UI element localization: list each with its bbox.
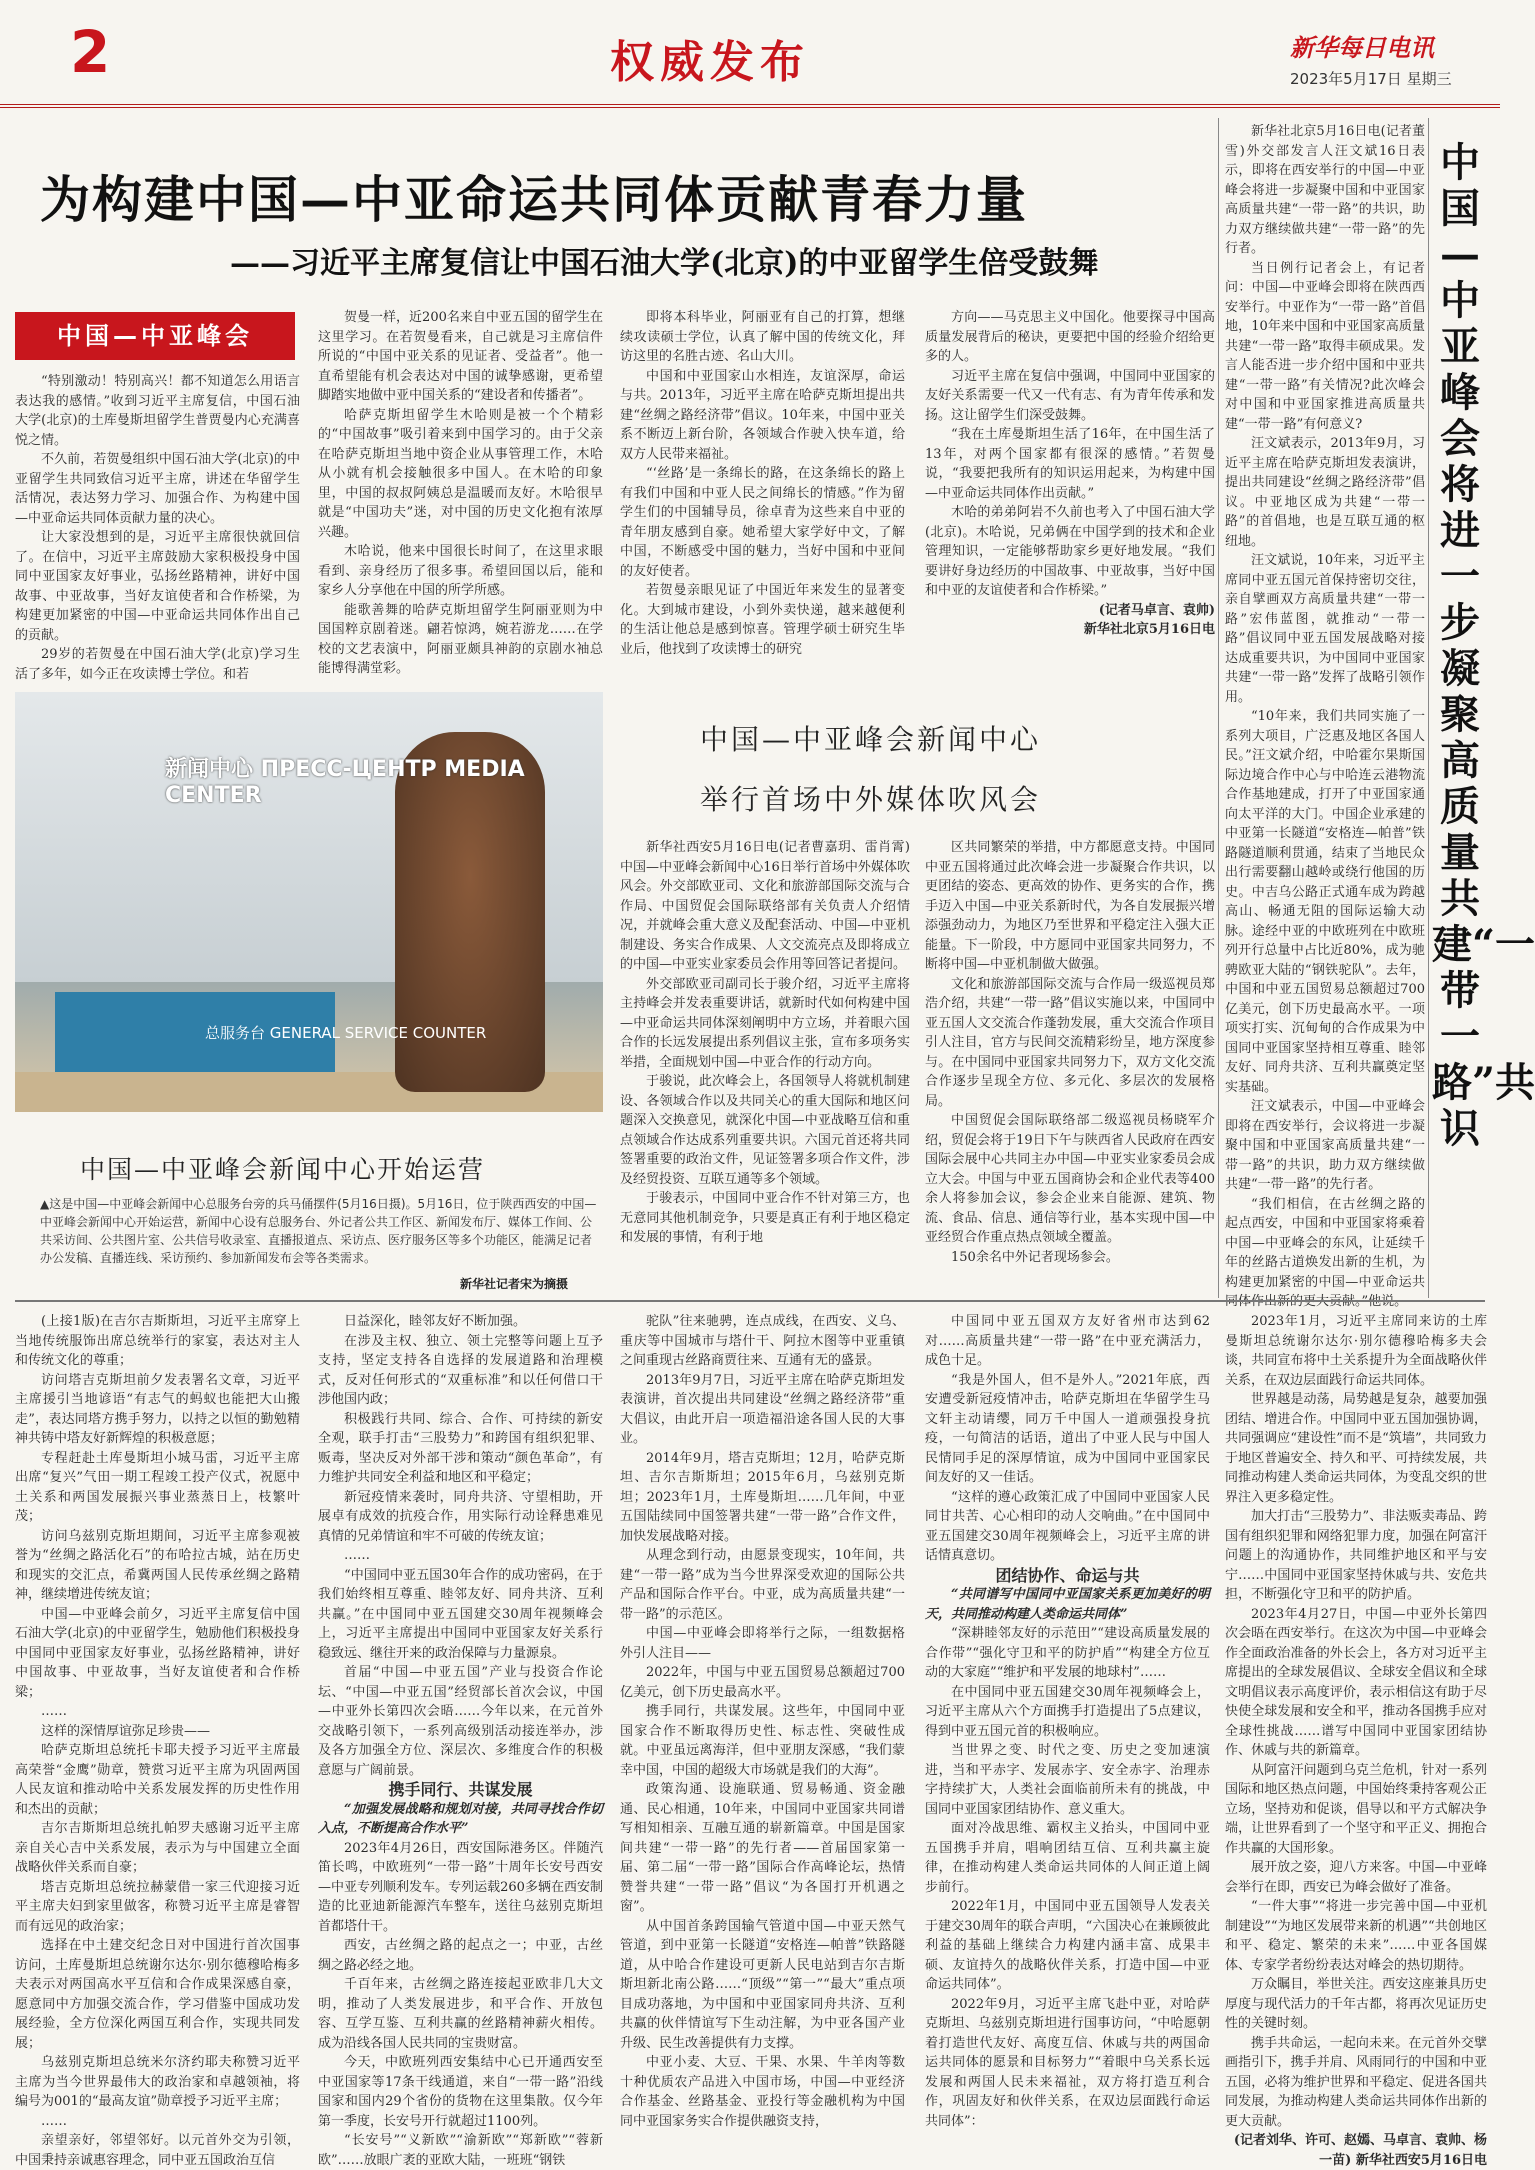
article-column-3 (620, 308, 905, 678)
paragraph: (上接1版)在吉尔吉斯斯坦，习近平主席穿上当地传统服饰出席总统举行的家宴，表达对主人和传统文化的尊重； (15, 1314, 300, 1368)
paragraph: …… (41, 2113, 67, 2129)
paragraph: 方向——马克思主义中国化。他要探寻中国高质量发展背后的秘诀，更要把中国的经验介绍给更多的人。 (925, 310, 1215, 364)
paragraph: 世界越是动荡，局势越是复杂，越要加强团结、增进合作。中国同中亚五国加强协调，共同强调应“建设性”而不是“筑墙”，共同致力于地区普遍安全、持久和平、可持续发展，共同推动构建人类命运共同体，为变乱交织的世界注入更多稳定性。 (1225, 1392, 1487, 1505)
paragraph: 西安，古丝绸之路的起点之一；中亚，古丝绸之路必经之地。 (318, 1938, 603, 1973)
paragraph: “我们相信，在古丝绸之路的起点西安，中国和中亚国家将乘着中国—中亚峰会的东风，让延续千年的丝路古道焕发出新的生机，为构建更加紧密的中国—中亚命运共 (1225, 1196, 1425, 1290)
paragraph: 哈萨克斯坦总统托卡耶夫授予习近平主席最高荣誉“金鹰”勋章，赞赏习近平主席为巩固两国人民友谊和推动哈中关系发展发挥的历史性作用和杰出的贡献； (15, 1743, 300, 1817)
continued-column-1 (15, 1312, 300, 2168)
paragraph: “我是外国人，但不是外人。”2021年底，西安遭受新冠疫情冲击，哈萨克斯坦在华留学生马文轩主动请缨，同万千中国人一道顽强投身抗疫，一句简洁的话语，道出了中亚人民与中国人民情同手足的深厚情谊，成为中国同中亚国家民间友好的又一佳话。 (925, 1372, 1210, 1485)
paragraph: “长安号”“义新欧”“渝新欧”“郑新欧”“蓉新欧”……放眼广袤的亚欧大陆，一班班“钢铁 (318, 2133, 603, 2168)
briefing-column-2 (925, 838, 1215, 1288)
continued-column-2 (318, 1312, 603, 2168)
paragraph: 今天，中欧班列西安集结中心已开通西安至中亚国家等17条干线通道，来自“一带一路”沿线国家和国内29个省份的货物在这里集散。仅今年第一季度，长安号开行就超过1100列。 (318, 2055, 603, 2129)
paragraph: “‘丝路’是一条绵长的路，在这条绵长的路上有我们中国和中亚人民之间绵长的情感。”作为留学生们的中国辅导员，徐卓青为这些来自中亚的青年朋友感到自豪。她希望大家学好中文，了解中国，不断感受中国的魅力，当好中国和中亚间的友好使者。 (620, 466, 905, 579)
paragraph: 能歌善舞的哈萨克斯坦留学生阿丽亚则为中国国粹京剧着迷。翩若惊鸿，婉若游龙……在学校的文艺表演中，阿丽亚颇具神韵的京剧水袖总能博得满堂彩。 (318, 602, 603, 676)
paragraph: 从中国首条跨国输气管道中国—中亚天然气管道，到中亚第一长隧道“安格连—帕普”铁路隧道，从中哈合作建设可更新人民电站到吉尔吉斯斯坦新北南公路……“顶级”“第一”“最大”重点项目成功落地，为中国和中亚国家同舟共济、互利共赢的伙伴情谊写下生动注解，为中亚各国产业升级、民生改善提供有力支撑。 (620, 1918, 905, 2051)
paragraph: 2023年1月，习近平主席同来访的土库曼斯坦总统谢尔达尔·别尔德穆哈梅多夫会谈，共同宣布将中土关系提升为全面战略伙伴关系，在双边层面践行命运共同体。 (1225, 1314, 1487, 1388)
paragraph: 加大打击“三股势力”、非法贩卖毒品、跨国有组织犯罪和网络犯罪力度，加强在阿富汗问题上的沟通协作，共同维护地区和平与安宁……中国同中亚国家坚持休戚与共、安危共担，不断强化守卫和平的防护盾。 (1225, 1509, 1487, 1602)
paragraph: 于骏说，此次峰会上，各国领导人将就机制建设、各领域合作以及共同关心的重大国际和地区问题深入交换意见，就深化中国—中亚战略互信和重点领域合作达成系列重要共识。六国元首还将共同签署重要的政治文件，见证签署多项合作文件，涉及经贸投资、互联互通等多个领域。 (620, 1074, 910, 1187)
paragraph: 中亚小麦、大豆、干果、水果、牛羊肉等数十种优质农产品进入中国市场，中国—中亚经济合作基金、丝路基金、亚投行等金融机构为中国同中亚国家务实合作提供融资支持， (620, 2055, 905, 2129)
paragraph: “加强发展战略和规划对接，共同寻找合作切入点，不断提高合作水平” (318, 1801, 603, 1836)
paragraph: (记者刘华、许可、赵嫣、马卓言、袁帅、杨一苗) 新华社西安5月16日电 (1233, 2133, 1487, 2168)
paragraph: 日益深化，睦邻友好不断加强。 (344, 1314, 527, 1329)
paragraph: …… (41, 1704, 67, 1719)
paragraph: 访问乌兹别克斯坦期间，习近平主席参观被誉为“丝绸之路活化石”的布哈拉古城，站在历史和现实的交汇点，希冀两国人民传承丝绸之路精神，继续增进传统友谊； (15, 1528, 300, 1602)
paragraph: 2023年4月26日，西安国际港务区。伴随汽笛长鸣，中欧班列“一带一路”十周年长安号西安—中亚专列顺利发车。专列运载260多辆在西安制造的比亚迪新能源汽车整车，送往乌兹别克斯坦首都塔什干。 (318, 1840, 603, 1934)
paragraph: 首届“中国—中亚五国”产业与投资合作论坛、“中国—中亚五国”经贸部长首次会议，中国—中亚外长第四次会晤……今年以来，在元首外交战略引领下，一系列高级别活动接连举办，涉及各方加强全方位、深层次、多维度合作的积极意愿与广阔前景。 (318, 1665, 603, 1778)
paragraph: 中国—中亚峰会前夕，习近平主席复信中国石油大学(北京)的中亚留学生，勉励他们积极投身中国同中亚国家友好事业，弘扬丝路精神，讲好中国故事、中亚故事，当好友谊使者和合作桥梁； (15, 1606, 300, 1700)
briefing-title-line-2: 举行首场中外媒体吹风会 (700, 783, 1042, 816)
paragraph: 中国—中亚峰会即将举行之际，一组数据格外引人注目—— (620, 1626, 905, 1661)
paragraph: 让大家没想到的是，习近平主席很快就回信了。在信中，习近平主席鼓励大家积极投身中国同中亚国家友好事业，弘扬丝路精神，讲好中国故事、中亚故事，当好友谊使者和合作桥梁，为构建更加紧密的中国—中亚命运共同体作出自己的贡献。 (15, 530, 300, 643)
paragraph: 新华社西安5月16日电(记者曹嘉玥、雷肖霄)中国—中亚峰会新闻中心16日举行首场中外媒体吹风会。外交部欧亚司、文化和旅游部国际交流与合作局、中国贸促会国际联络部有关负责人介绍情况，并就峰会重大意义及配套活动、中国—中亚机制建设、务实合作成果、人文交流亮点及即将成立的中国—中亚实业家委员会作用等回答记者提问。 (620, 840, 910, 972)
paragraph: 哈萨克斯坦留学生木哈则是被一个个精彩的“中国故事”吸引着来到中国学习的。由于父亲在哈萨克斯坦当地中资企业从事管理工作，木哈从小就有机会接触很多中国人。在木哈的印象里，中国的叔叔阿姨总是温暖而友好。木哈很早就是“中国功夫”迷，对中国的历史文化抱有浓厚兴趣。 (318, 407, 603, 540)
article-column-1 (15, 372, 300, 682)
paragraph: 新华社北京5月16日电(记者董雪)外交部发言人汪文斌16日表示，即将在西安举行的中国—中亚峰会将进一步凝聚中国和中亚国家高质量共建“一带一路”的共识，助力双方继续做共建“一带一路”的先行者。 (1225, 124, 1425, 256)
photo-title: 中国—中亚峰会新闻中心开始运营 (80, 1155, 486, 1184)
paragraph: 29岁的若贺曼在中国石油大学(北京)学习生活了多年，如今正在攻读博士学位。和若 (15, 647, 300, 682)
paragraph: 面对冷战思维、霸权主义抬头，中国同中亚五国携手并肩，唱响团结互信、互利共赢主旋律，在推动构建人类命运共同体的人间正道上阔步前行。 (925, 1821, 1210, 1895)
paragraph: 当世界之变、时代之变、历史之变加速演进，当和平赤字、发展赤字、安全赤字、治理赤字持续扩大，人类社会面临前所未有的挑战，中国同中亚国家团结协作、意义重大。 (925, 1743, 1210, 1817)
paragraph: 万众瞩目，举世关注。西安这座兼具历史厚度与现代活力的千年古都，将再次见证历史性的关键时刻。 (1225, 1977, 1487, 2031)
paragraph: 这样的深情厚谊弥足珍贵—— (41, 1723, 211, 1739)
newspaper-logo: 新华每日电讯 (1290, 33, 1434, 62)
continued-column-4 (925, 1312, 1210, 2162)
briefing-column-1 (620, 838, 910, 1288)
paragraph: 团结协作、命运与共 (995, 1565, 1140, 1585)
article-column-4 (925, 308, 1215, 678)
page-number: 2 (70, 18, 111, 86)
photo-credit: 新华社记者宋为摘摄 (460, 1277, 569, 1291)
paragraph: “一件大事”“将进一步完善中国—中亚机制建设”“为地区发展带来新的机遇”“共创地区和平、稳定、繁荣的未来”……中亚各国媒体、专家学者纷纷表达对峰会的热切期待。 (1225, 1899, 1487, 1973)
paragraph: 亲望亲好，邻望邻好。以元首外交为引领，中国秉持亲诚惠容理念，同中亚五国政治互信 (15, 2133, 300, 2168)
paragraph: 中国和中亚国家山水相连，友谊深厚，命运与共。2013年，习近平主席在哈萨克斯坦提出共建“丝绸之路经济带”倡议。10年来，中国中亚关系不断迈上新台阶，各领域合作驶入快车道，给双方人民带来福祉。 (620, 368, 905, 462)
paragraph: 2014年9月，塔吉克斯坦；12月，哈萨克斯坦、吉尔吉斯斯坦；2015年6月，乌兹别克斯坦；2023年1月，土库曼斯坦……几年间，中亚五国陆续同中国签署共建“一带一路”合作文件，加快发展战略对接。 (620, 1450, 905, 1544)
paragraph: (记者马卓言、袁帅) (1098, 602, 1215, 618)
paragraph: 2023年4月27日，中国—中亚外长第四次会晤在西安举行。在这次为中国—中亚峰会作全面政治准备的外长会上，各方对习近平主席提出的全球发展倡议、全球安全倡议和全球文明倡议表示高度评价，表示相信这有助于尽快使全球发展和安全和平，推动各国携手应对全球性挑战……谱写中国同中亚国家团结协作、休戚与共的新篇章。 (1225, 1606, 1487, 1758)
paragraph: 汪文斌说，10年来，习近平主席同中亚五国元首保持密切交往，亲自擘画双方高质量共建“一带一路”宏伟蓝图，就推动“一带一路”倡议同中亚五国发展战略对接达成重要共识，为中国同中亚国家共建“一带一路”发挥了战略引领作用。 (1225, 553, 1425, 705)
paragraph: 2022年，中国与中亚五国贸易总额超过700亿美元，创下历史最高水平。 (620, 1665, 905, 1700)
paragraph: 2013年9月7日，习近平主席在哈萨克斯坦发表演讲，首次提出共同建设“丝绸之路经济带”重大倡议，由此开启一项造福沿途各国人民的大事业。 (620, 1372, 905, 1446)
paragraph: 即将本科毕业，阿丽亚有自己的打算，想继续攻读硕士学位，认真了解中国的传统文化，拜访这里的名胜古迹、名山大川。 (620, 310, 905, 364)
paragraph: 千百年来，古丝绸之路连接起亚欧非几大文明，推动了人类发展进步，和平合作、开放包容、互学互鉴、互利共赢的丝路精神薪火相传。成为沿线各国人民共同的宝贵财富。 (318, 1977, 603, 2051)
issue-date: 2023年5月17日 星期三 (1290, 70, 1452, 88)
sub-headline: ——习近平主席复信让中国石油大学(北京)的中亚留学生倍受鼓舞 (230, 246, 1099, 281)
paragraph: 区共同繁荣的举措，中方都愿意支持。中国同中亚五国将通过此次峰会进一步凝聚合作共识，以更团结的姿态、更高效的协作、更务实的合作，携手迈入中国—中亚关系新时代，为各自发展振兴增添强劲动力，为地区乃至世界和平稳定注入强大正能量。下一阶段，中方愿同中亚国家共同努力，不断将中国—中亚机制做大做强。 (925, 840, 1215, 972)
paragraph: 政策沟通、设施联通、贸易畅通、资金融通、民心相通，10年来，中国同中亚国家共同谱写相知相亲、互融互通的崭新篇章。中国是国家间共建“一带一路”的先行者——首届国家第一届、第二届“一带一路”国际合作高峰论坛，热情赞誉共建“一带一路”倡议“为各国打开机遇之窗”。 (620, 1782, 905, 1914)
briefing-title-line-1: 中国—中亚峰会新闻中心 (700, 723, 1042, 756)
paragraph: …… (344, 1548, 370, 1563)
paragraph: 习近平主席在复信中强调，中国同中亚国家的友好关系需要一代又一代有志、有为青年传承和发扬。这让留学生们深受鼓舞。 (925, 368, 1215, 423)
paragraph: “特别激动！特别高兴！都不知道怎么用语言表达我的感情。”收到习近平主席复信，中国石油大学(北京)的土库曼斯坦留学生普贾曼内心充满喜悦之情。 (15, 374, 300, 448)
paragraph: 若贺曼亲眼见证了中国近年来发生的显著变化。大到城市建设，小到外卖快递，越来越便利的生活让他总是感到惊喜。管理学硕士研究生毕业后，他找到了攻读博士的研究 (620, 583, 905, 657)
paragraph: 新冠疫情来袭时，同舟共济、守望相助，开展卓有成效的抗疫合作，用实际行动诠释患难见真情的兄弟情谊和牢不可破的传统友谊； (318, 1489, 603, 1544)
paragraph: 2022年1月，中国同中亚五国领导人发表关于建交30周年的联合声明，“六国决心在兼顾彼此利益的基础上继续合力构建内涵丰富、成果丰硕、友谊持久的战略伙伴关系，打造中国—中亚命运共同体”。 (925, 1899, 1210, 1992)
paragraph: 2022年9月，习近平主席飞赴中亚，对哈萨克斯坦、乌兹别克斯坦进行国事访问，“中哈愿朝着打造世代友好、高度互信、休戚与共的两国命运共同体的愿景和目标努力”“着眼中乌关系长远发展和两国人民未来福祉，双方将打造互利合作，巩固友好和伙伴关系，在双边层面践行命运共同体”： (925, 1996, 1210, 2129)
paragraph: “10年来，我们共同实施了一系列大项目，广泛惠及地区各国人民。”汪文斌介绍，中哈霍尔果斯国际边境合作中心与中哈连云港物流合作基地建成，打开了中亚国家通向太平洋的大门。中国企业承建的中亚第一长隧道“安格连—帕普”铁路隧道顺利贯通，结束了当地民众出行需要翻山越岭或绕行他国的历史。中吉乌公路正式通车成为跨越高山、畅通无阻的国际运输大动脉。途经中亚的中欧班列在中欧班列开行总量中占比近80%，成为驰骋欧亚大陆的“钢铁驼队”。去年，中国和中亚五国贸易总额超过700亿美元，创下历史最高水平。一项项实打实、沉甸甸的合作成果为中国同中亚国家坚持相互尊重、睦邻友好、同舟共济、互利共赢奠定坚实基础。 (1225, 709, 1425, 1095)
paragraph: 携手同行，共谋发展。这些年，中国同中亚国家合作不断取得历史性、标志性、突破性成就。中亚虽远离海洋，但中亚朋友深感，“我们蒙幸中国，中国的超级大市场就是我们的大海”。 (620, 1704, 905, 1778)
section-title: 权威发布 (610, 37, 810, 88)
paragraph: 贺曼一样，近200名来自中亚五国的留学生在这里学习。在若贺曼看来，自己就是习主席信件所说的“中国中亚关系的见证者、受益者”。他一直希望能有机会表达对中国的诚挚感谢，更希望脚踏实地做中亚中国关系的“建设者和传播者”。 (318, 310, 603, 403)
side-article (1225, 122, 1425, 1292)
paragraph: 选择在中土建交纪念日对中国进行首次国事访问，土库曼斯坦总统谢尔达尔·别尔德穆哈梅多夫表示对两国高水平互信和合作成果深感自豪，愿意同中方加强交流合作，学习借鉴中国成功发展经验，全方位深化两国互利合作，实现共同发展； (15, 1938, 300, 2051)
section-tag: 中国—中亚峰会 (15, 312, 295, 360)
continued-column-3 (620, 1312, 905, 2162)
paragraph: 在涉及主权、独立、领土完整等问题上互予支持，坚定支持各自选择的发展道路和治理模式，反对任何形式的“双重标准”和以任何借口干涉他国内政； (318, 1333, 603, 1407)
paragraph: “中国同中亚五国30年合作的成功密码，在于我们始终相互尊重、睦邻友好、同舟共济、互利共赢。”在中国同中亚五国建交30周年视频峰会上，习近平主席提出中国同中亚国家友好关系行稳致远、继往开来的政治保障与力量源泉。 (318, 1567, 603, 1661)
paragraph: “我在土库曼斯坦生活了16年，在中国生活了13年，对两个国家都有很深的感情。”若贺曼说，“我要把我所有的知识运用起来，为构建中国—中亚命运共同体作出贡献。” (925, 427, 1215, 501)
continued-column-5 (1225, 1312, 1487, 2168)
paragraph: “深耕睦邻友好的示范田”“建设高质量发展的合作带”“强化守卫和平的防护盾”“构建全方位互动的大家庭”“维护和平发展的地球村”…… (925, 1626, 1210, 1680)
paragraph: 专程赶赴土库曼斯坦小城马雷，习近平主席出席“复兴”气田一期工程竣工投产仪式，祝愿中土关系和两国发展振兴事业蒸蒸日上，枝繁叶茂； (15, 1450, 300, 1524)
paragraph: 吉尔吉斯斯坦总统扎帕罗夫感谢习近平主席亲自关心吉中关系发展，表示为与中国建立全面战略伙伴关系而自豪； (15, 1821, 300, 1875)
media-center-sign: 新闻中心 ПРЕСС-ЦЕНТР MEDIA CENTER (165, 757, 525, 808)
side-article-title: 中国—中亚峰会将进一步凝聚高质量共建“一带一路”共识 (1432, 139, 1535, 1152)
news-photo (15, 692, 603, 1110)
paragraph: 携手共命运，一起向未来。在元首外交擘画指引下，携手并肩、风雨同行的中国和中亚五国，必将为维护世界和平稳定、促进各国共同发展，为推动构建人类命运共同体作出新的更大贡献。 (1225, 2035, 1487, 2129)
paragraph: 从理念到行动，由愿景变现实，10年间，共建“一带一路”成为当今世界深受欢迎的国际公共产品和国际合作平台。中亚，成为高质量共建“一带一路”的示范区。 (620, 1548, 905, 1622)
article-column-2 (318, 308, 603, 678)
paragraph: 在中国同中亚五国建交30周年视频峰会上，习近平主席从六个方面携手打造提出了5点建议，得到中亚五国元首的积极响应。 (925, 1684, 1210, 1739)
paragraph: 木哈说，他来中国很长时间了，在这里求眼看到、亲身经历了很多事。希望回国以后，能和家乡人分享他在中国的所学所感。 (318, 544, 603, 598)
paragraph: 中国同中亚五国双方友好省州市达到62对……高质量共建“一带一路”在中亚充满活力，成色十足。 (925, 1314, 1210, 1368)
paragraph: 从阿富汗问题到乌克兰危机，针对一系列国际和地区热点问题，中国始终秉持客观公正立场，坚持劝和促谈，倡导以和平方式解决争端，让世界看到了一个坚守和平正义、拥抱合作共赢的大国形象。 (1225, 1762, 1487, 1856)
paragraph: 塔吉克斯坦总统拉赫蒙借一家三代迎接习近平主席夫妇到家里做客，称赞习近平主席是睿智而有远见的政治家； (15, 1879, 300, 1934)
paragraph: “共同谱写中国同中亚国家关系更加美好的明天，共同推动构建人类命运共同体” (925, 1587, 1210, 1622)
paragraph: 访问塔吉克斯坦前夕发表署名文章，习近平主席援引当地谚语“有志气的蚂蚁也能把大山搬走”，表达同塔方携手努力，以持之以恒的勤勉精神共铸中塔友好新辉煌的积极意愿； (15, 1372, 300, 1446)
paragraph: 于骏表示，中国同中亚合作不针对第三方，也无意同其他机制竞争，只要是真正有利于地区稳定和发展的事情，有利于地 (620, 1191, 910, 1245)
paragraph: “这样的遵心政策汇成了中国同中亚国家人民同甘共苦、心心相印的动人交响曲。”在中国同中亚五国建交30周年视频峰会上，习近平主席的讲话情真意切。 (925, 1489, 1210, 1563)
paragraph: 中国贸促会国际联络部二级巡视员杨晓军介绍，贸促会将于19日下午与陕西省人民政府在西安国际会展中心共同主办中国—中亚实业家委员会成立大会。中国与中亚五国商协会和企业代表等400余人将参加会议，参会企业来自能源、建筑、物流、食品、信息、通信等行业，基本实现中国—中亚经贸合作重点热点领域全覆盖。 (925, 1113, 1215, 1245)
paragraph: 汪文斌表示，2013年9月，习近平主席在哈萨克斯坦发表演讲，提出共同建设“丝绸之路经济带”倡议。中亚地区成为共建“一带一路”的首倡地，也是互联互通的枢纽地。 (1225, 436, 1425, 549)
paragraph: 驼队”往来驰骋，连点成线，在西安、义乌、重庆等中国城市与塔什干、阿拉木图等中亚重镇之间重现古丝路商贾往来、互通有无的盛景。 (620, 1314, 905, 1368)
paragraph: 积极践行共同、综合、合作、可持续的新安全观，联手打击“三股势力”和跨国有组织犯罪、贩毒，坚决反对外部干涉和策动“颜色革命”，有力维护共同安全利益和地区和平稳定； (318, 1411, 603, 1485)
paragraph: 外交部欧亚司副司长于骏介绍，习近平主席将主持峰会并发表重要讲话，就新时代如何构建中国—中亚命运共同体深刻阐明中方立场，并着眼六国合作的长远发展提出系列倡议主张，宣布多项务实举措，全面规划中国—中亚合作的行动方向。 (620, 976, 910, 1070)
paragraph: 展开放之姿，迎八方来客。中国—中亚峰会举行在即，西安已为峰会做好了准备。 (1225, 1860, 1487, 1895)
paragraph: 文化和旅游部国际交流与合作局一级巡视员郑浩介绍，共建“一带一路”倡议实施以来，中国同中亚五国人文交流合作蓬勃发展，重大交流合作项目引人注目，官方与民间交流精彩纷呈，地方深度参与。在中国同中亚国家共同努力下，双方文化交流合作逐步呈现全方位、多元化、多层次的发展格局。 (925, 976, 1215, 1109)
paragraph: 乌兹别克斯坦总统米尔济约耶夫称赞习近平主席为当今世界最伟大的政治家和卓越领袖，将编号为001的“最高友谊”勋章授予习近平主席； (15, 2055, 300, 2109)
paragraph: 不久前，若贺曼组织中国石油大学(北京)的中亚留学生共同致信习近平主席，讲述在华留学生活情况，表达努力学习、加强合作、为构建中国—中亚命运共同体贡献力量的决心。 (15, 452, 300, 526)
paragraph: 汪文斌表示，中国—中亚峰会即将在西安举行，会议将进一步凝聚中国和中亚国家高质量共建“一带一路”的共识，助力双方继续做共建“一带一路”的先行者。 (1225, 1099, 1425, 1192)
service-counter-sign: 总服务台 GENERAL SERVICE COUNTER (205, 1024, 487, 1042)
paragraph: 携手同行、共谋发展 (388, 1780, 533, 1799)
paragraph: 新华社北京5月16日电 (1083, 622, 1215, 637)
photo-caption: ▲这是中国—中亚峰会新闻中心总服务台旁的兵马俑摆件(5月16日摄)。5月16日，位于陕西西安的中国—中亚峰会新闻中心开始运营，新闻中心设有总服务台、外记者公共工作区、新闻发布厅、媒体工作间、公共采访间、公共图片室、公共信号收录室、直播报道点、采访点、医疗服务区等多个功能区，能满足记者办公发稿、直播连线、采访预约、参加新闻发布会等各类需求。 (40, 1197, 597, 1265)
main-headline: 为构建中国—中亚命运共同体贡献青春力量 (40, 170, 1028, 229)
paragraph: 木哈的弟弟阿岩不久前也考入了中国石油大学(北京)。木哈说，兄弟俩在中国学到的技术和企业管理知识，一定能够帮助家乡更好地发展。“我们要讲好身边经历的中国故事、中亚故事，当好中国和中亚的友谊使者和合作桥梁。” (925, 505, 1215, 598)
paragraph: 150余名中外记者现场参会。 (951, 1249, 1119, 1265)
paragraph: 当日例行记者会上，有记者问：中国—中亚峰会即将在陕西西安举行。中亚作为“一带一路”首倡地，10年来中国和中亚国家高质量共建“一带一路”取得丰硕成果。发言人能否进一步介绍中国和中亚共建“一带一路”有关情况?此次峰会对中国和中亚国家推进高质量共建“一带一路”有何意义? (1225, 260, 1425, 432)
